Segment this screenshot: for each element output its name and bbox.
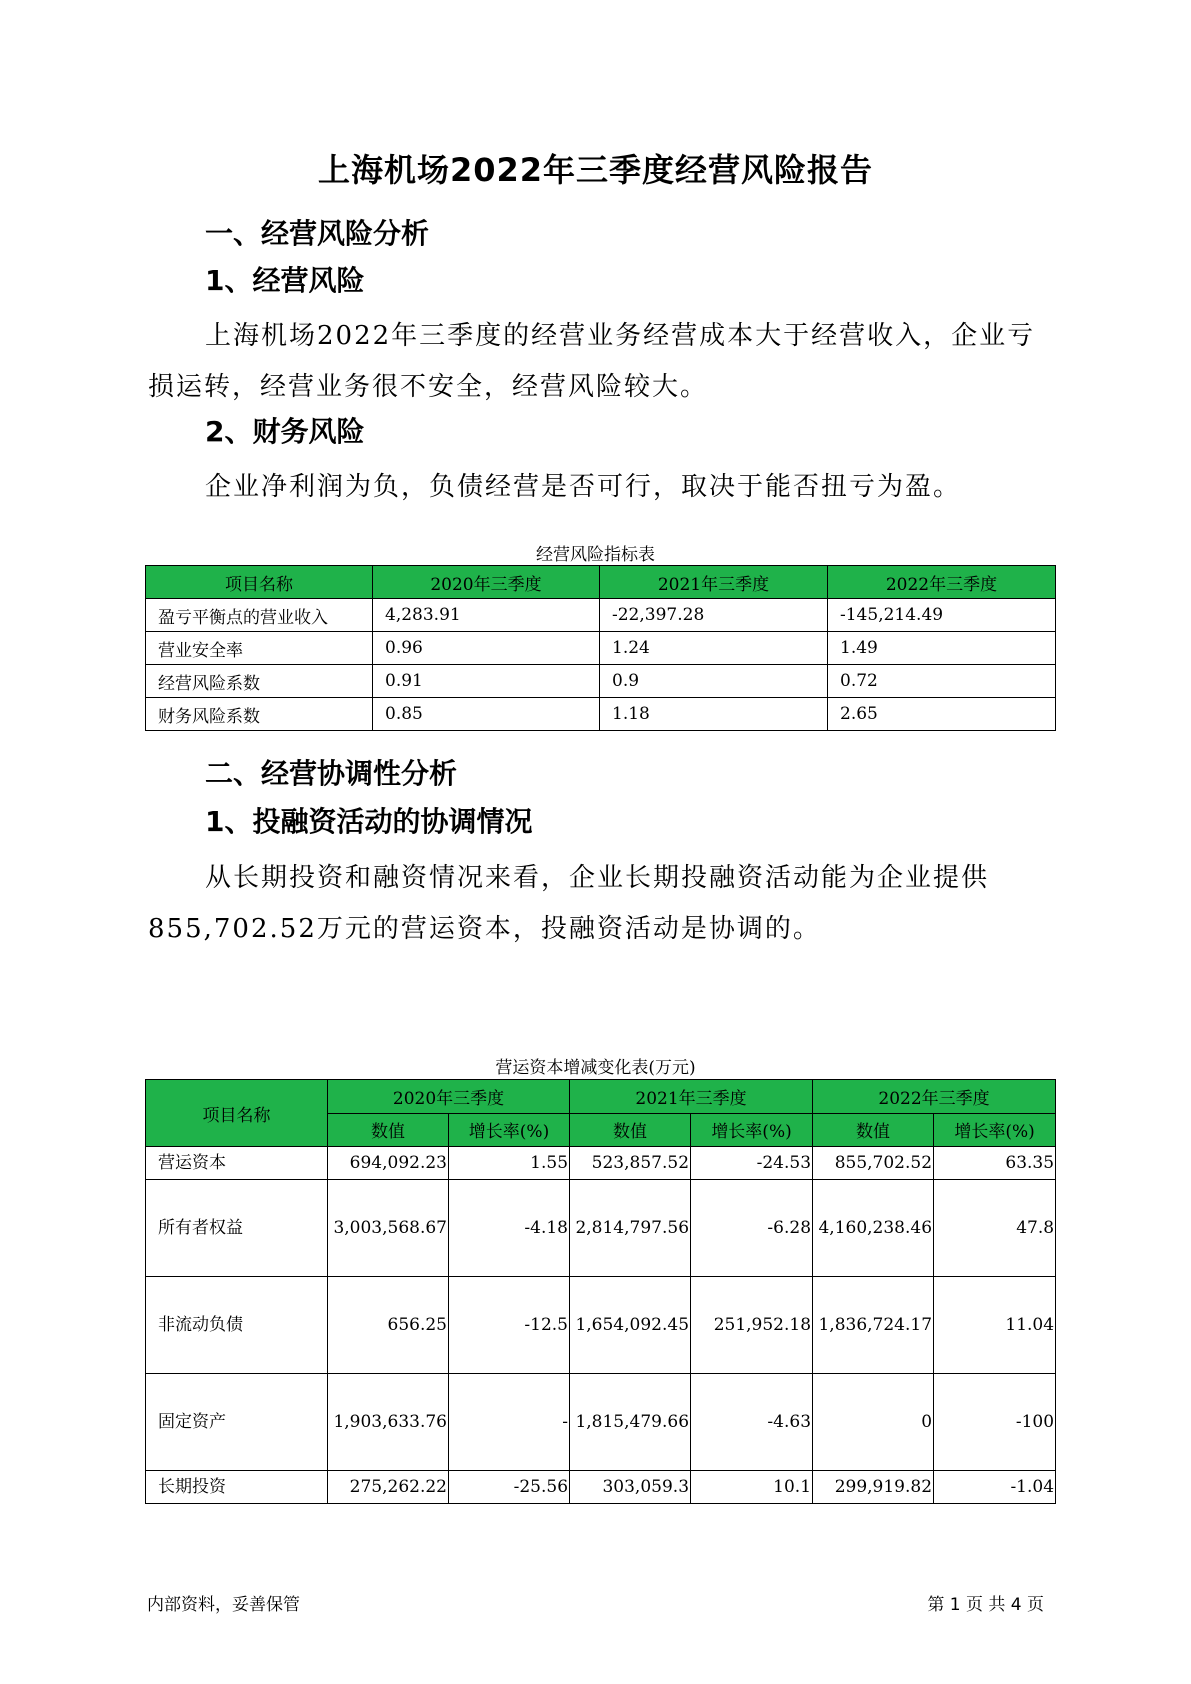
cell: 0.9 — [600, 665, 828, 698]
cell: -24.53 — [691, 1147, 813, 1180]
cell: -4.18 — [449, 1180, 570, 1277]
subheader-cell: 增长率(%) — [691, 1113, 813, 1147]
header-cell: 2020年三季度 — [373, 566, 600, 599]
header-cell: 项目名称 — [146, 1080, 328, 1147]
cell: 855,702.52 — [813, 1147, 934, 1180]
cell: 299,919.82 — [813, 1471, 934, 1504]
row-name: 固定资产 — [146, 1374, 328, 1471]
section-1-2-text: 企业净利润为负，负债经营是否可行，取决于能否扭亏为盈。 — [205, 472, 962, 502]
cell: 1,836,724.17 — [813, 1277, 934, 1374]
confidential-note: 内部资料，妥善保管 — [147, 1595, 300, 1615]
cell: -25.56 — [449, 1471, 570, 1504]
risk-indicator-table — [145, 565, 1056, 731]
risk-table-caption: 经营风险指标表 — [536, 545, 655, 565]
table-row — [146, 632, 1056, 665]
section-1-1-heading: 1、经营风险 — [205, 264, 365, 297]
subheader-cell: 数值 — [328, 1113, 449, 1147]
cell: 0.96 — [373, 632, 600, 665]
cell: 0.85 — [373, 698, 600, 731]
subheader-cell: 数值 — [570, 1113, 691, 1147]
table-row — [146, 1374, 1056, 1471]
table-row — [146, 1277, 1056, 1374]
section-1-2-heading: 2、财务风险 — [205, 415, 365, 448]
cell: 1,903,633.76 — [328, 1374, 449, 1471]
cell: 0.91 — [373, 665, 600, 698]
working-capital-table-caption: 营运资本增减变化表(万元) — [495, 1058, 696, 1078]
cell: 0.72 — [828, 665, 1056, 698]
cell: 47.8 — [934, 1180, 1056, 1277]
period-header: 2022年三季度 — [813, 1080, 1056, 1114]
row-name: 所有者权益 — [146, 1180, 328, 1277]
cell: 2.65 — [828, 698, 1056, 731]
row-name: 盈亏平衡点的营业收入 — [146, 599, 373, 632]
subheader-cell: 增长率(%) — [934, 1113, 1056, 1147]
section-1-1-text: 上海机场2022年三季度的经营业务经营成本大于经营收入，企业亏损运转，经营业务很不安全，经营风险较大。 — [148, 321, 1036, 402]
subheader-cell: 数值 — [813, 1113, 934, 1147]
cell: 63.35 — [934, 1147, 1056, 1180]
header-cell: 项目名称 — [146, 566, 373, 599]
cell: -145,214.49 — [828, 599, 1056, 632]
table-row — [146, 1147, 1056, 1180]
table-row — [146, 1180, 1056, 1277]
cell: 523,857.52 — [570, 1147, 691, 1180]
table-row — [146, 698, 1056, 731]
row-name: 财务风险系数 — [146, 698, 373, 731]
cell: 11.04 — [934, 1277, 1056, 1374]
cell: - — [449, 1374, 570, 1471]
cell: -100 — [934, 1374, 1056, 1471]
table-header-row — [146, 1080, 1056, 1114]
section-2-1-heading: 1、投融资活动的协调情况 — [205, 805, 533, 838]
cell: -1.04 — [934, 1471, 1056, 1504]
cell: 4,160,238.46 — [813, 1180, 934, 1277]
cell: 1.24 — [600, 632, 828, 665]
table-row — [146, 665, 1056, 698]
cell: -12.5 — [449, 1277, 570, 1374]
cell: 251,952.18 — [691, 1277, 813, 1374]
row-name: 营业安全率 — [146, 632, 373, 665]
subheader-cell: 增长率(%) — [449, 1113, 570, 1147]
cell: 1,654,092.45 — [570, 1277, 691, 1374]
cell: 656.25 — [328, 1277, 449, 1374]
cell: 1,815,479.66 — [570, 1374, 691, 1471]
cell: 2,814,797.56 — [570, 1180, 691, 1277]
report-title: 上海机场2022年三季度经营风险报告 — [317, 151, 874, 189]
table-row — [146, 1471, 1056, 1504]
table-row — [146, 599, 1056, 632]
section-2-heading: 二、经营协调性分析 — [205, 757, 458, 790]
cell: -4.63 — [691, 1374, 813, 1471]
header-cell: 2021年三季度 — [600, 566, 828, 599]
row-name: 非流动负债 — [146, 1277, 328, 1374]
section-1-heading: 一、经营风险分析 — [205, 217, 430, 250]
page-number: 第 1 页 共 4 页 — [927, 1595, 1044, 1615]
period-header: 2020年三季度 — [328, 1080, 570, 1114]
table-header-row — [146, 566, 1056, 599]
cell: 303,059.3 — [570, 1471, 691, 1504]
header-cell: 2022年三季度 — [828, 566, 1056, 599]
cell: 1.18 — [600, 698, 828, 731]
cell: 3,003,568.67 — [328, 1180, 449, 1277]
row-name: 经营风险系数 — [146, 665, 373, 698]
cell: 4,283.91 — [373, 599, 600, 632]
cell: 1.49 — [828, 632, 1056, 665]
row-name: 营运资本 — [146, 1147, 328, 1180]
cell: -6.28 — [691, 1180, 813, 1277]
row-name: 长期投资 — [146, 1471, 328, 1504]
period-header: 2021年三季度 — [570, 1080, 813, 1114]
cell: -22,397.28 — [600, 599, 828, 632]
cell: 694,092.23 — [328, 1147, 449, 1180]
cell: 275,262.22 — [328, 1471, 449, 1504]
cell: 0 — [813, 1374, 934, 1471]
section-2-1-text: 从长期投资和融资情况来看，企业长期投融资活动能为企业提供855,702.52万元的营运资本，投融资活动是协调的。 — [148, 863, 990, 944]
working-capital-table — [145, 1079, 1056, 1504]
cell: 1.55 — [449, 1147, 570, 1180]
cell: 10.1 — [691, 1471, 813, 1504]
